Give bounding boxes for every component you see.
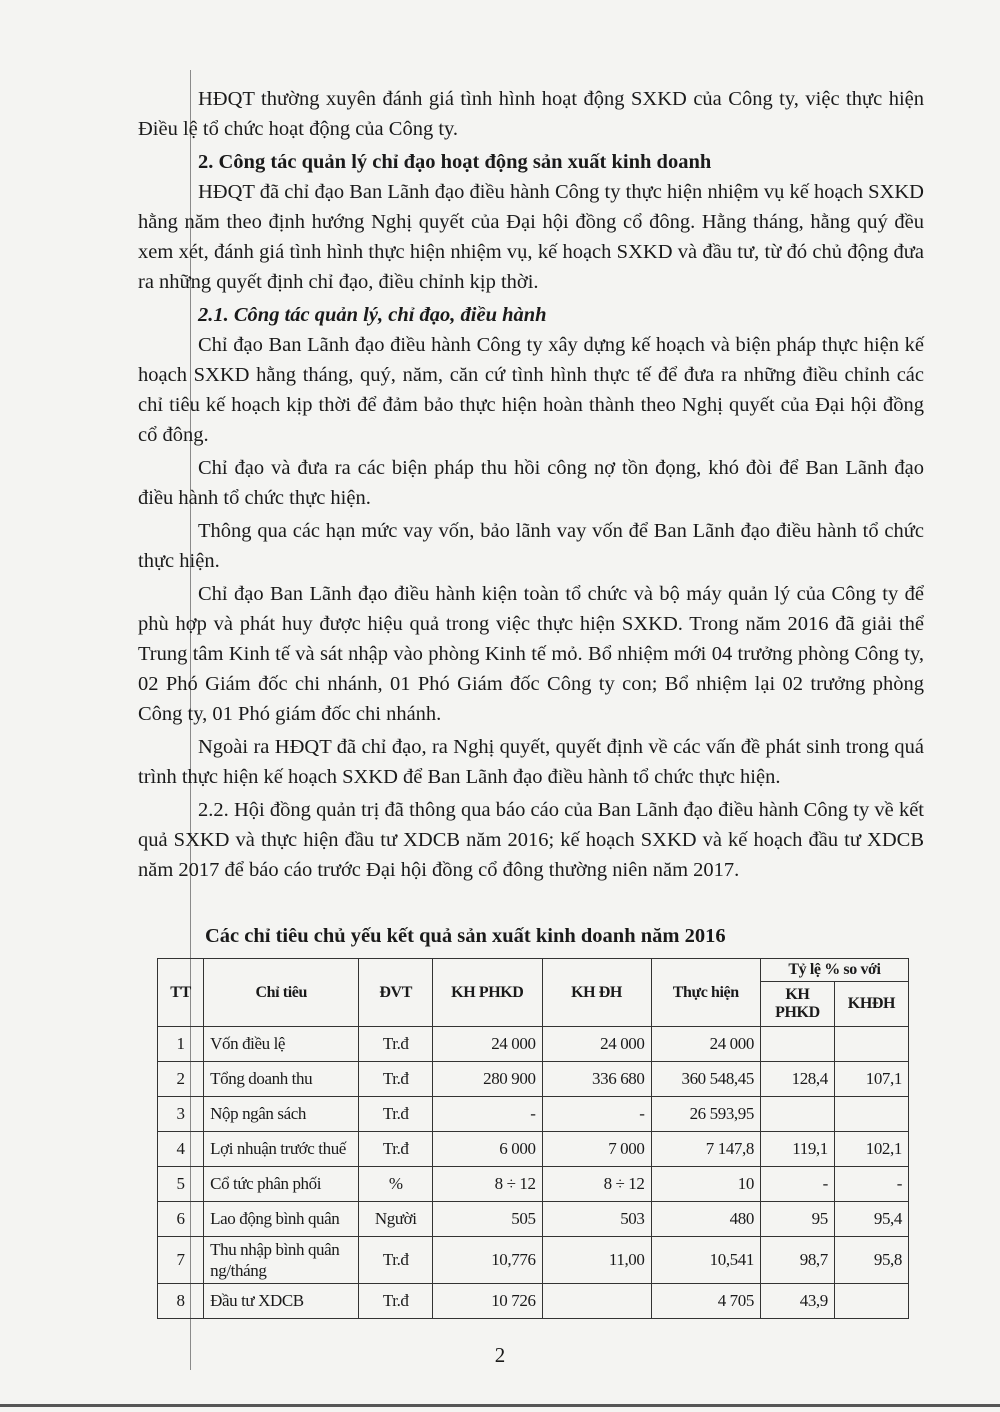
cell-chitieu: Cổ tức phân phối (204, 1167, 359, 1202)
cell-chitieu: Lao động bình quân (204, 1202, 359, 1237)
cell-khdh (542, 1284, 651, 1319)
paragraph: Chỉ đạo và đưa ra các biện pháp thu hồi công nợ tồn đọng, khó đòi để Ban Lãnh đạo điều hành tổ chức thực hiện. (138, 457, 924, 509)
cell-tt: 7 (158, 1237, 204, 1284)
cell-khdh: 503 (542, 1202, 651, 1237)
cell-r1: 95 (760, 1202, 834, 1237)
cell-khdh: 336 680 (542, 1062, 651, 1097)
table-row (158, 1167, 909, 1202)
cell-dvt: % (359, 1167, 433, 1202)
cell-thuchien: 10 (651, 1167, 760, 1202)
cell-khphkd: 6 000 (433, 1132, 543, 1167)
cell-chitieu: Lợi nhuận trước thuế (204, 1132, 359, 1167)
cell-tt: 3 (158, 1097, 204, 1132)
cell-r2: 95,4 (834, 1202, 908, 1237)
cell-tt: 8 (158, 1284, 204, 1319)
cell-dvt: Tr.đ (359, 1027, 433, 1062)
cell-tt: 2 (158, 1062, 204, 1097)
header-khdh: KH ĐH (542, 959, 651, 1027)
cell-khphkd: 24 000 (433, 1027, 543, 1062)
cell-dvt: Tr.đ (359, 1284, 433, 1319)
paragraph: HĐQT thường xuyên đánh giá tình hình hoạt động SXKD của Công ty, việc thực hiện Điều lệ tổ chức hoạt động của Công ty. (138, 88, 924, 140)
table-caption: Các chỉ tiêu chủ yếu kết quả sản xuất kinh doanh năm 2016 (205, 925, 726, 947)
cell-khdh: 8 ÷ 12 (542, 1167, 651, 1202)
cell-tt: 6 (158, 1202, 204, 1237)
cell-thuchien: 10,541 (651, 1237, 760, 1284)
cell-dvt: Tr.đ (359, 1097, 433, 1132)
cell-khphkd: 8 ÷ 12 (433, 1167, 543, 1202)
cell-r1: 98,7 (760, 1237, 834, 1284)
cell-khdh: 24 000 (542, 1027, 651, 1062)
paragraph: 2.2. Hội đồng quản trị đã thông qua báo cáo của Ban Lãnh đạo điều hành Công ty về kết quả SXKD và thực hiện đầu tư XDCB năm 2016; kế hoạch SXKD và kế hoạch đầu tư XDCB năm 2017 để báo cáo trước Đại hội đồng cổ đông thường niên năm 2017. (138, 799, 924, 881)
bottom-rule (0, 1404, 1000, 1407)
table-row (158, 1027, 909, 1062)
cell-khphkd: - (433, 1097, 543, 1132)
cell-r1: 119,1 (760, 1132, 834, 1167)
table-row (158, 1097, 909, 1132)
body-text (138, 84, 924, 885)
cell-r2: 107,1 (834, 1062, 908, 1097)
subsection-heading: 2.1. Công tác quản lý, chỉ đạo, điều hành (198, 304, 547, 326)
section-heading: 2. Công tác quản lý chỉ đạo hoạt động sản xuất kinh doanh (198, 151, 712, 173)
paragraph: HĐQT đã chỉ đạo Ban Lãnh đạo điều hành Công ty thực hiện nhiệm vụ kế hoạch SXKD hằng năm theo định hướng Nghị quyết của Đại hội đồng cổ đông. Hằng tháng, hằng quý đều xem xét, đánh giá tình hình thực hiện nhiệm vụ, kế hoạch SXKD và đầu tư, từ đó chủ động đưa ra những quyết định chỉ đạo, điều chỉnh kịp thời. (138, 181, 924, 293)
header-tyle-khphkd: KH PHKD (760, 982, 834, 1027)
cell-thuchien: 7 147,8 (651, 1132, 760, 1167)
cell-tt: 1 (158, 1027, 204, 1062)
cell-chitieu: Nộp ngân sách (204, 1097, 359, 1132)
cell-khdh: - (542, 1097, 651, 1132)
cell-dvt: Tr.đ (359, 1237, 433, 1284)
cell-tt: 5 (158, 1167, 204, 1202)
cell-khdh: 11,00 (542, 1237, 651, 1284)
cell-r2 (834, 1027, 908, 1062)
cell-dvt: Tr.đ (359, 1062, 433, 1097)
cell-r2: 95,8 (834, 1237, 908, 1284)
cell-r2: 102,1 (834, 1132, 908, 1167)
cell-thuchien: 24 000 (651, 1027, 760, 1062)
cell-dvt: Tr.đ (359, 1132, 433, 1167)
page-number: 2 (494, 1343, 506, 1367)
header-dvt: ĐVT (359, 959, 433, 1027)
cell-r2: - (834, 1167, 908, 1202)
table-row (158, 1284, 909, 1319)
cell-khphkd: 10 726 (433, 1284, 543, 1319)
cell-thuchien: 26 593,95 (651, 1097, 760, 1132)
cell-r1: - (760, 1167, 834, 1202)
header-tyle: Tỷ lệ % so với (760, 959, 908, 982)
cell-chitieu: Thu nhập bình quân ng/tháng (204, 1237, 359, 1284)
cell-chitieu: Vốn điều lệ (204, 1027, 359, 1062)
table-row (158, 1132, 909, 1167)
table-row (158, 1202, 909, 1237)
cell-r1 (760, 1027, 834, 1062)
table-row (158, 1237, 909, 1284)
cell-thuchien: 480 (651, 1202, 760, 1237)
paragraph: Chỉ đạo Ban Lãnh đạo điều hành kiện toàn tổ chức và bộ máy quản lý của Công ty để phù hợp và phát huy được hiệu quả trong việc thực hiện SXKD. Trong năm 2016 đã giải thể Trung tâm Kinh tế và sát nhập vào phòng Kinh tế mỏ. Bổ nhiệm mới 04 trưởng phòng Công ty, 02 Phó Giám đốc chi nhánh, 01 Phó Giám đốc Công ty con; Bổ nhiệm lại 02 trưởng phòng Công ty, 01 Phó giám đốc chi nhánh. (138, 583, 924, 725)
paragraph: Chỉ đạo Ban Lãnh đạo điều hành Công ty xây dựng kế hoạch và biện pháp thực hiện kế hoạch SXKD hằng tháng, quý, năm, căn cứ tình hình thực tế để đưa ra những điều chỉnh các chỉ tiêu kế hoạch kịp thời để đảm bảo thực hiện hoàn thành theo Nghị quyết của Đại hội đồng cổ đông. (138, 334, 924, 446)
cell-dvt: Người (359, 1202, 433, 1237)
header-tt: TT (158, 959, 204, 1027)
cell-r1: 43,9 (760, 1284, 834, 1319)
paragraph: Thông qua các hạn mức vay vốn, bảo lãnh vay vốn để Ban Lãnh đạo điều hành tổ chức thực hiện. (138, 520, 924, 572)
header-chitieu: Chỉ tiêu (204, 959, 359, 1027)
cell-r1 (760, 1097, 834, 1132)
cell-chitieu: Tổng doanh thu (204, 1062, 359, 1097)
header-tyle-khdh: KHĐH (834, 982, 908, 1027)
cell-thuchien: 4 705 (651, 1284, 760, 1319)
header-thuchien: Thực hiện (651, 959, 760, 1027)
cell-r2 (834, 1284, 908, 1319)
results-table (157, 958, 909, 1319)
cell-khdh: 7 000 (542, 1132, 651, 1167)
cell-r2 (834, 1097, 908, 1132)
cell-tt: 4 (158, 1132, 204, 1167)
header-khphkd: KH PHKD (433, 959, 543, 1027)
cell-thuchien: 360 548,45 (651, 1062, 760, 1097)
cell-khphkd: 280 900 (433, 1062, 543, 1097)
cell-khphkd: 10,776 (433, 1237, 543, 1284)
table-row (158, 1062, 909, 1097)
paragraph: Ngoài ra HĐQT đã chỉ đạo, ra Nghị quyết, quyết định về các vấn đề phát sinh trong quá trình thực hiện kế hoạch SXKD để Ban Lãnh đạo điều hành tổ chức thực hiện. (138, 736, 924, 788)
cell-chitieu: Đầu tư XDCB (204, 1284, 359, 1319)
cell-khphkd: 505 (433, 1202, 543, 1237)
cell-r1: 128,4 (760, 1062, 834, 1097)
